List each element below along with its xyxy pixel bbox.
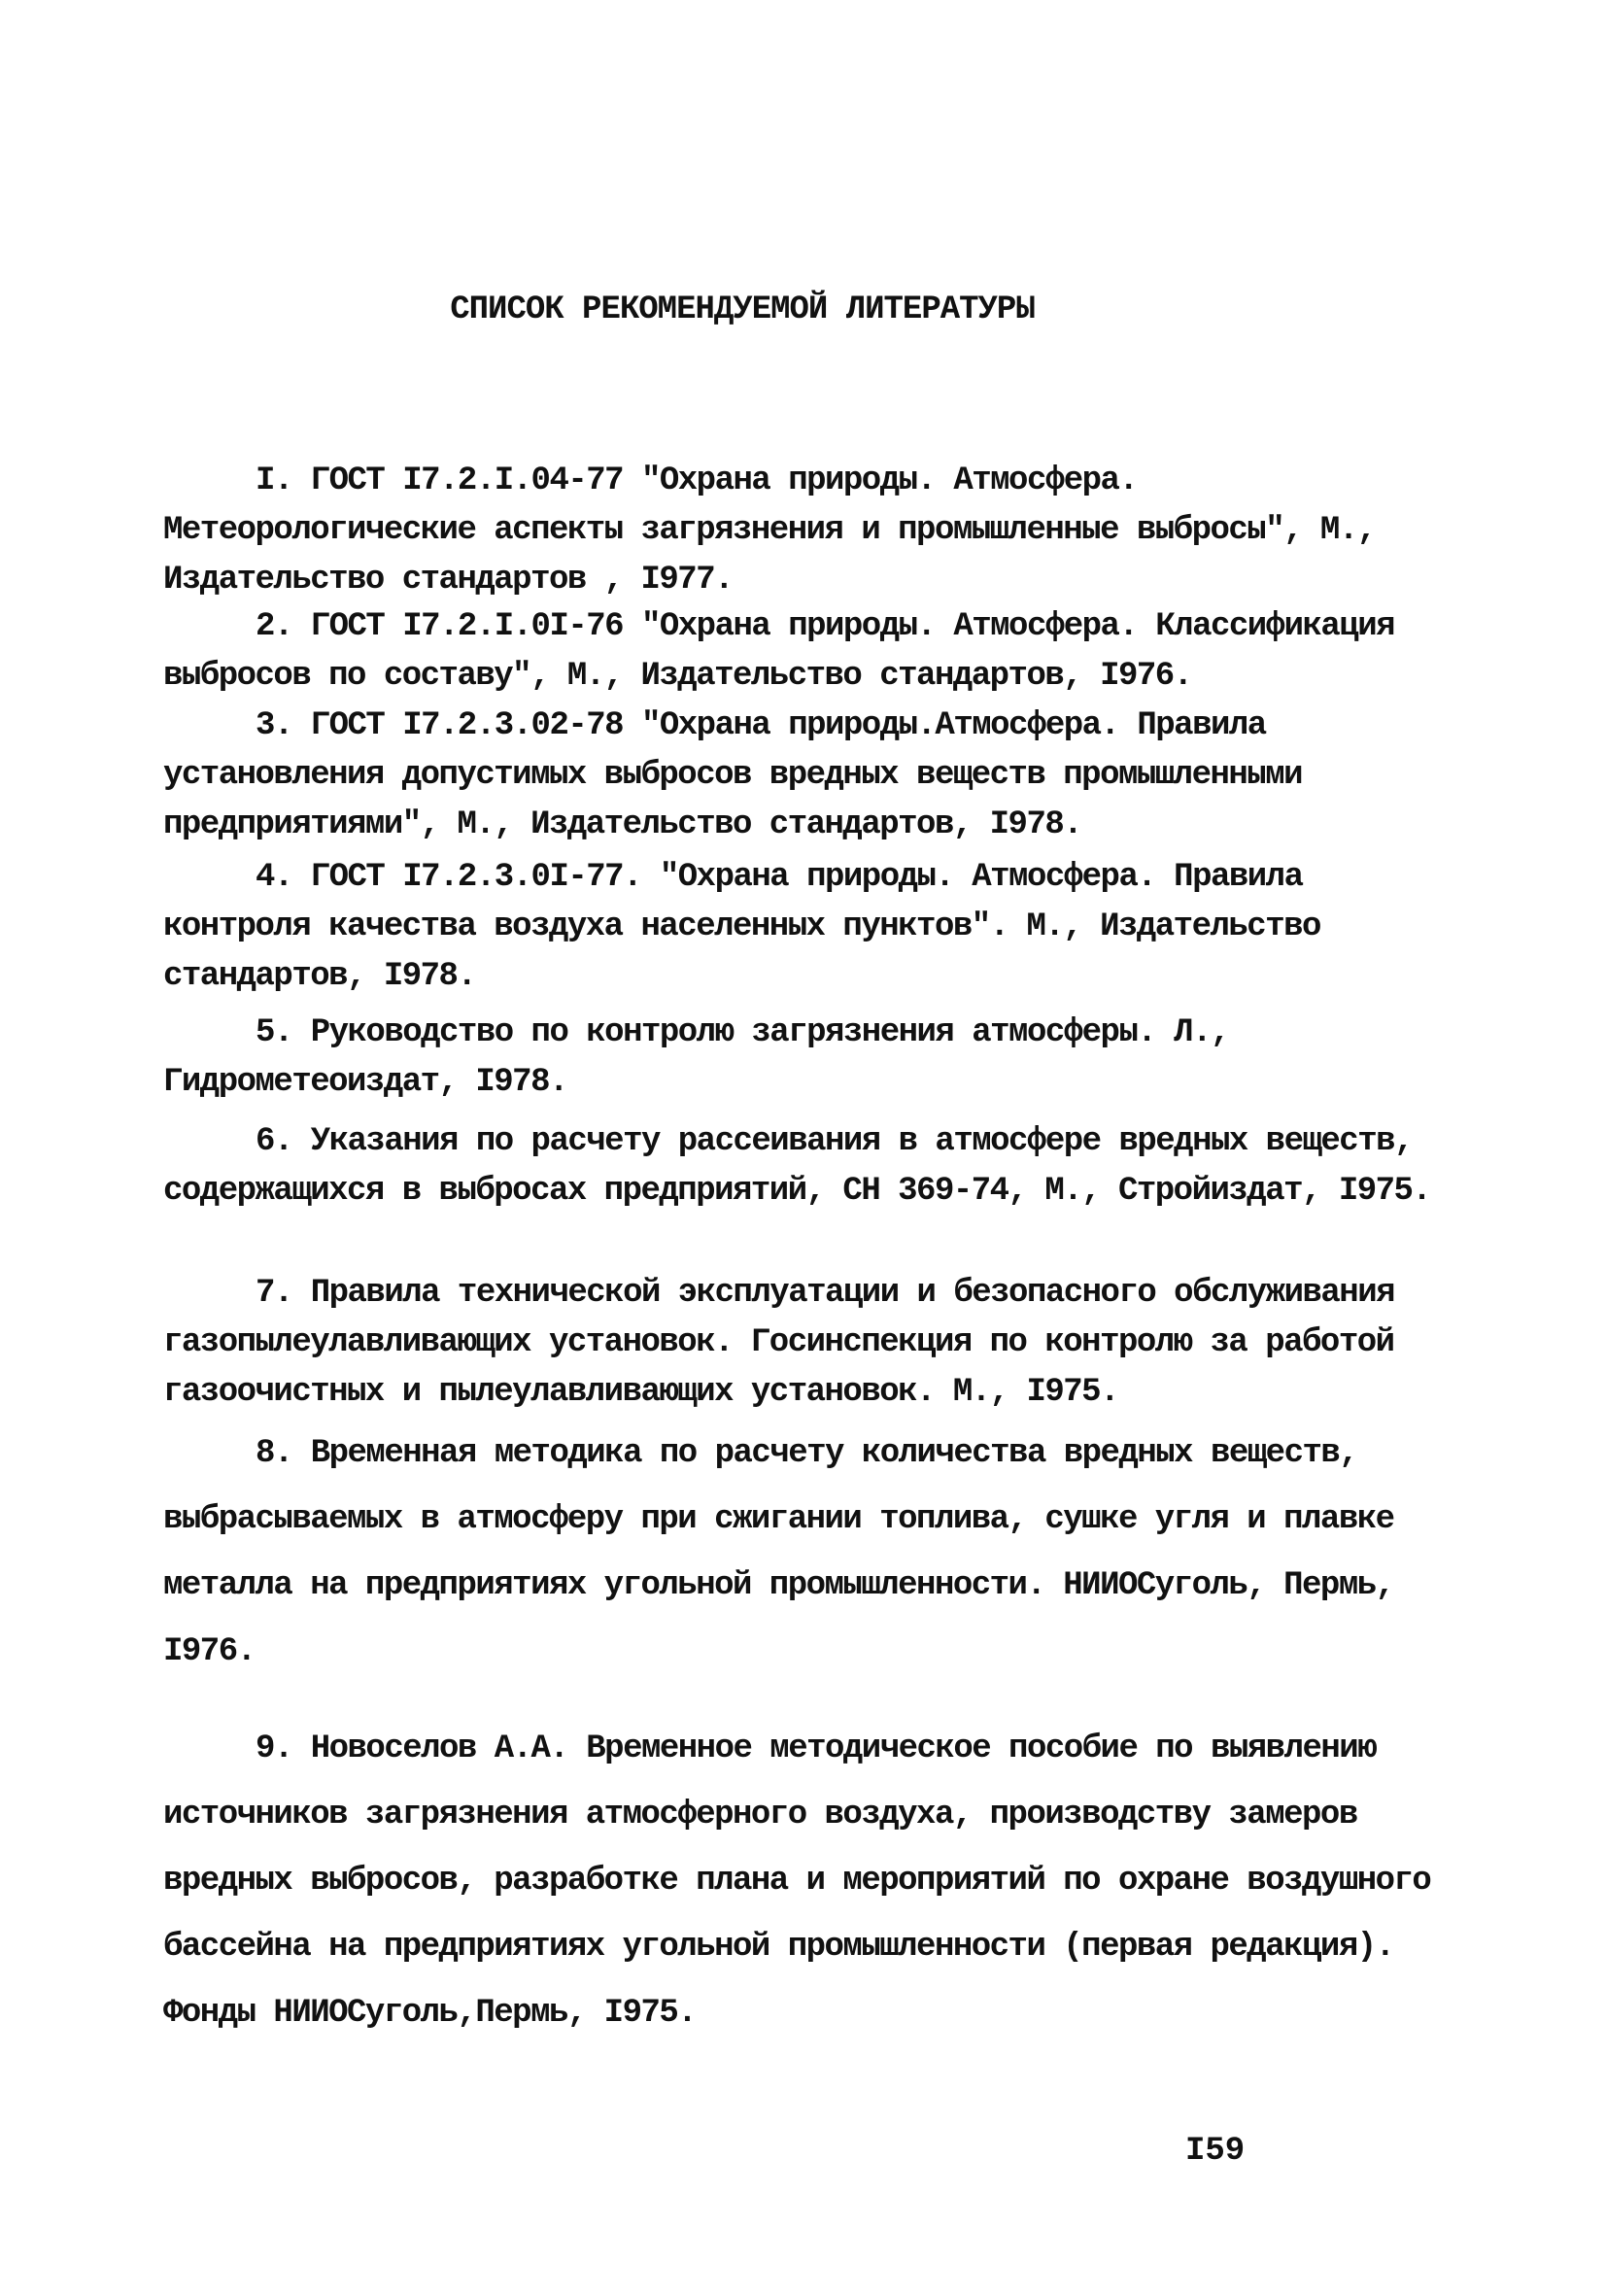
reference-item-4: 4. ГОСТ I7.2.3.0I-77. "Охрана природы. Атмосфера. Правила контроля качества воздуха населенных пунктов". М., Издательство стандартов, I978.: [163, 859, 1320, 995]
reference-item-1: I. ГОСТ I7.2.I.04-77 "Охрана природы. Атмосфера. Метеорологические аспекты загрязнения и промышленные выбросы", М., Издательство стандартов , I977.: [163, 463, 1376, 599]
page-title: СПИСОК РЕКОМЕНДУЕМОЙ ЛИТЕРАТУРЫ: [450, 291, 1035, 328]
reference-item-8: 8. Временная методика по расчету количества вредных веществ, выбрасываемых в атмосферу при сжигании топлива, сушке угля и плавке металла на предприятиях угольной промышленности. НИИОСуголь, Пермь, I976.: [163, 1435, 1394, 1670]
reference-item-3: 3. ГОСТ I7.2.3.02-78 "Охрана природы.Атмосфера. Правила установления допустимых выбросов вредных веществ промышленными предприятиями", М., Издательство стандартов, I978.: [163, 707, 1303, 843]
page-number: I59: [1185, 2133, 1246, 2170]
reference-item-7: 7. Правила технической эксплуатации и безопасного обслуживания газопылеулавливающих установок. Госинспекция по контролю за работой газоочистных и пылеулавливающих установок. М., I975.: [163, 1275, 1395, 1411]
reference-item-5: 5. Руководство по контролю загрязнения атмосферы. Л., Гидрометеоиздат, I978.: [163, 1014, 1229, 1101]
reference-item-2: 2. ГОСТ I7.2.I.0I-76 "Охрана природы. Атмосфера. Классификация выбросов по составу", М., Издательство стандартов, I976.: [163, 608, 1395, 695]
reference-item-6: 6. Указания по расчету рассеивания в атмосфере вредных веществ, содержащихся в выбросах предприятий, СН 369-74, М., Стройиздат, I975.: [163, 1123, 1431, 1210]
reference-item-9: 9. Новоселов А.А. Временное методическое пособие по выявлению источников загрязнения атмосферного воздуха, производству замеров вредных выбросов, разработке плана и мероприятий по охране воздушного бассейна на предприятиях угольной промышленности (первая редакция). Фонды НИИОСуголь,Пермь, I975.: [163, 1731, 1431, 2032]
